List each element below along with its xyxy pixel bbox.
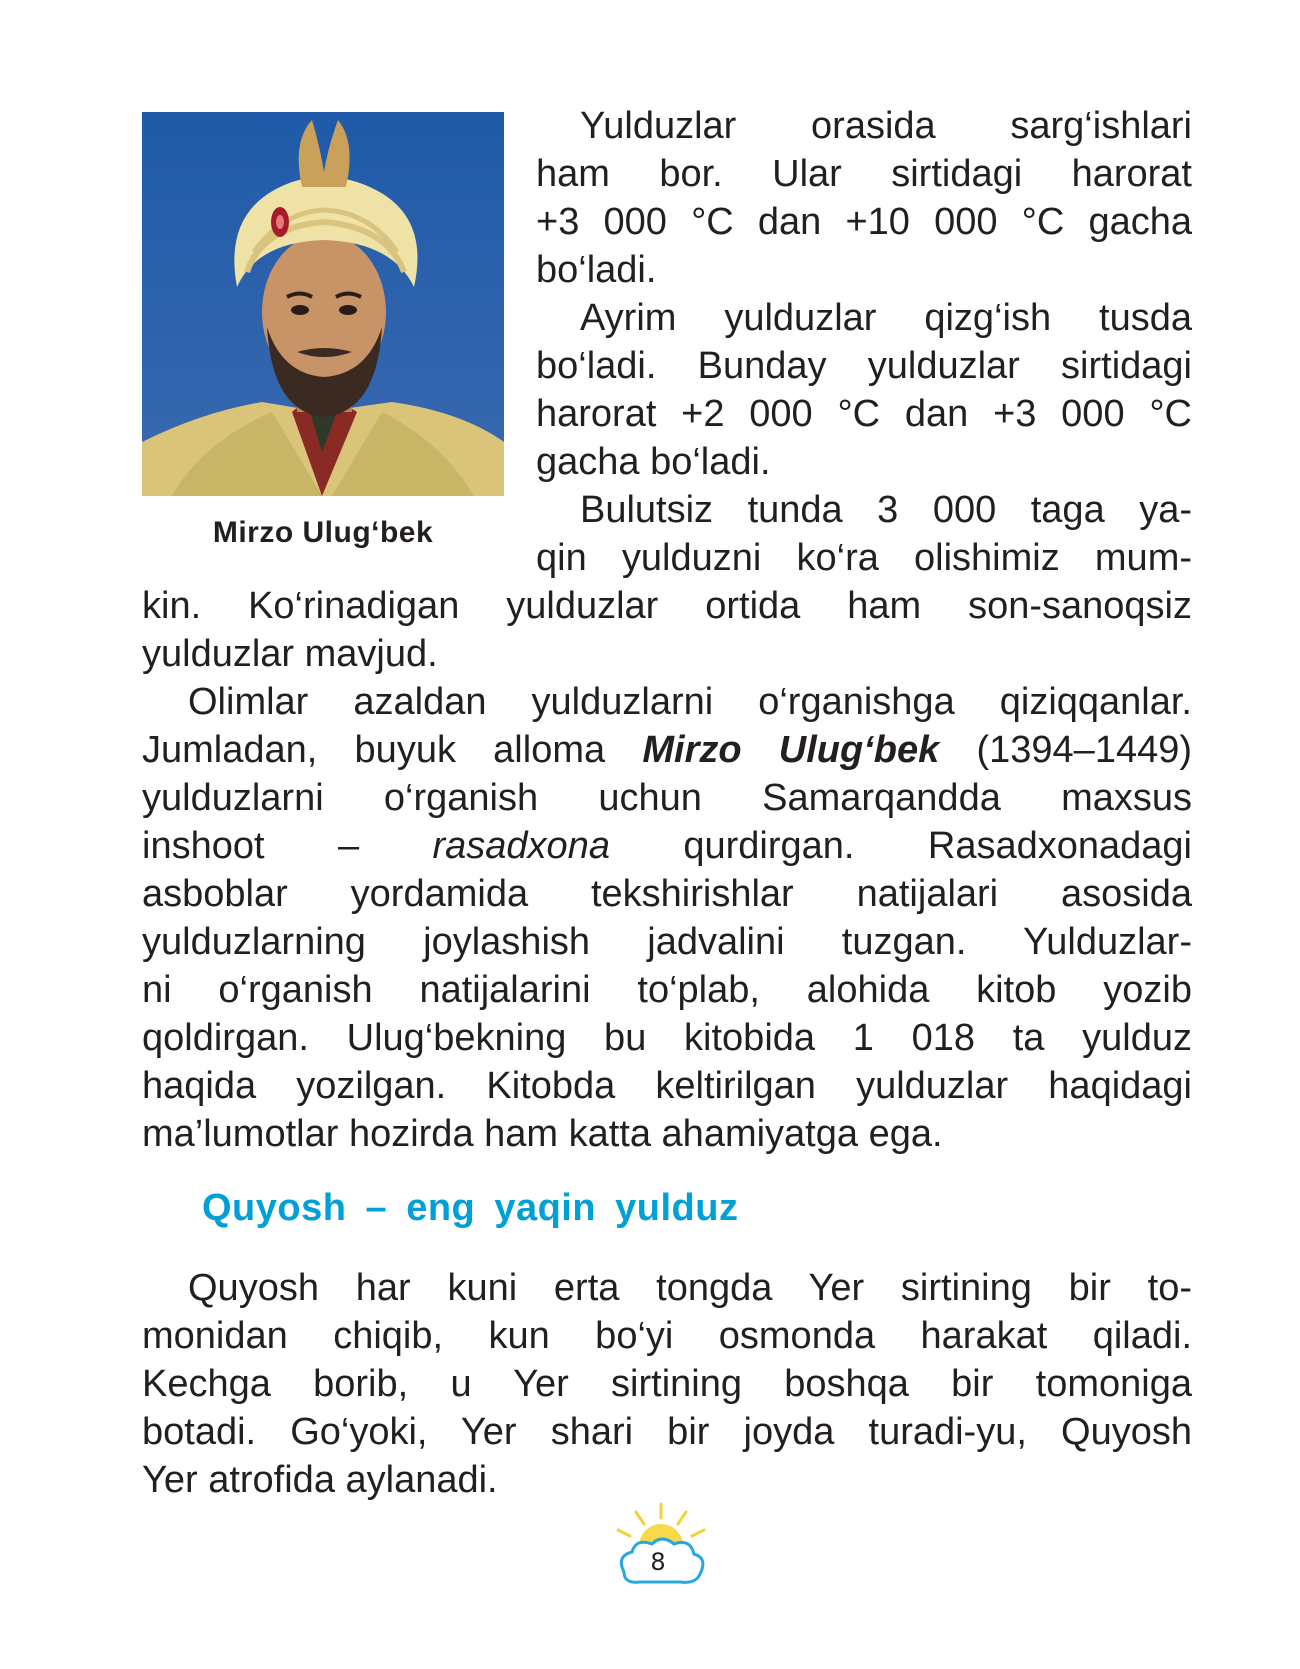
paragraph-5-line: Kechga borib, u Yer sirtining boshqa bir tomoniga: [142, 1363, 1192, 1405]
paragraph-4-line: ma’lumotlar hozirda ham katta ahamiyatga ega.: [142, 1113, 943, 1155]
text-run: qurdirgan. Rasadxonadagi: [609, 825, 1192, 867]
paragraph-1-line: ham bor. Ular sirtidagi harorat: [536, 153, 1192, 195]
paragraph-1-line: Yulduzlar orasida sarg‘ishlari: [580, 105, 1192, 147]
text-run: inshoot –: [142, 825, 433, 867]
scholar-name-emphasis: Mirzo Ulug‘bek: [642, 729, 940, 771]
paragraph-2-line: bo‘ladi. Bunday yulduzlar sirtidagi: [536, 345, 1192, 387]
sun-behind-cloud-icon: [606, 1500, 716, 1590]
page-number: 8: [650, 1548, 666, 1576]
text-run: (1394–1449): [939, 729, 1193, 771]
paragraph-2-line: Ayrim yulduzlar qizg‘ish tusda: [580, 297, 1192, 339]
paragraph-3-line: qin yulduzni ko‘ra olishimiz mum-: [536, 537, 1192, 579]
paragraph-4-line: yulduzlarning joylashish jadvalini tuzgan. Yulduzlar-: [142, 921, 1192, 963]
paragraph-1-line: bo‘ladi.: [536, 249, 657, 291]
paragraph-4-line: Olimlar azaldan yulduzlarni o‘rganishga qiziqqanlar.: [188, 681, 1192, 723]
paragraph-4-line: qoldirgan. Ulug‘bekning bu kitobida 1 018 ta yulduz: [142, 1017, 1192, 1059]
paragraph-4-line: ni o‘rganish natijalarini to‘plab, alohida kitob yozib: [142, 969, 1192, 1011]
paragraph-1-line: +3 000 °C dan +10 000 °C gacha: [536, 201, 1192, 243]
paragraph-4-line: [142, 726, 1192, 774]
paragraph-5-line: botadi. Go‘yoki, Yer shari bir joyda turadi-yu, Quyosh: [142, 1411, 1192, 1453]
paragraph-3-line: yulduzlar mavjud.: [142, 633, 438, 675]
portrait-of-mirzo-ulugbek: [142, 112, 504, 496]
paragraph-2-line: gacha bo‘ladi.: [536, 441, 771, 483]
paragraph-4-line: yulduzlarni o‘rganish uchun Samarqandda maxsus: [142, 777, 1192, 819]
paragraph-4-line: haqida yozilgan. Kitobda keltirilgan yulduzlar haqidagi: [142, 1065, 1192, 1107]
text-run: Jumladan, buyuk alloma: [142, 729, 643, 771]
paragraph-2-line: harorat +2 000 °C dan +3 000 °C: [536, 393, 1192, 435]
paragraph-5-line: monidan chiqib, kun bo‘yi osmonda harakat qiladi.: [142, 1315, 1192, 1357]
paragraph-3-line: kin. Ko‘rinadigan yulduzlar ortida ham son-sanoqsiz: [142, 585, 1192, 627]
portrait-illustration-icon: [142, 112, 504, 496]
term-emphasis: rasadxona: [432, 825, 610, 867]
section-heading: Quyosh – eng yaqin yulduz: [202, 1187, 739, 1229]
paragraph-3-line: Bulutsiz tunda 3 000 taga ya-: [580, 489, 1192, 531]
paragraph-5-line: Quyosh har kuni erta tongda Yer sirtining bir to-: [188, 1267, 1192, 1309]
paragraph-4-line: [142, 822, 1192, 870]
paragraph-5-line: Yer atrofida aylanadi.: [142, 1459, 498, 1501]
portrait-caption: Mirzo Ulug‘bek: [212, 516, 434, 549]
paragraph-4-line: asboblar yordamida tekshirishlar natijalari asosida: [142, 873, 1192, 915]
